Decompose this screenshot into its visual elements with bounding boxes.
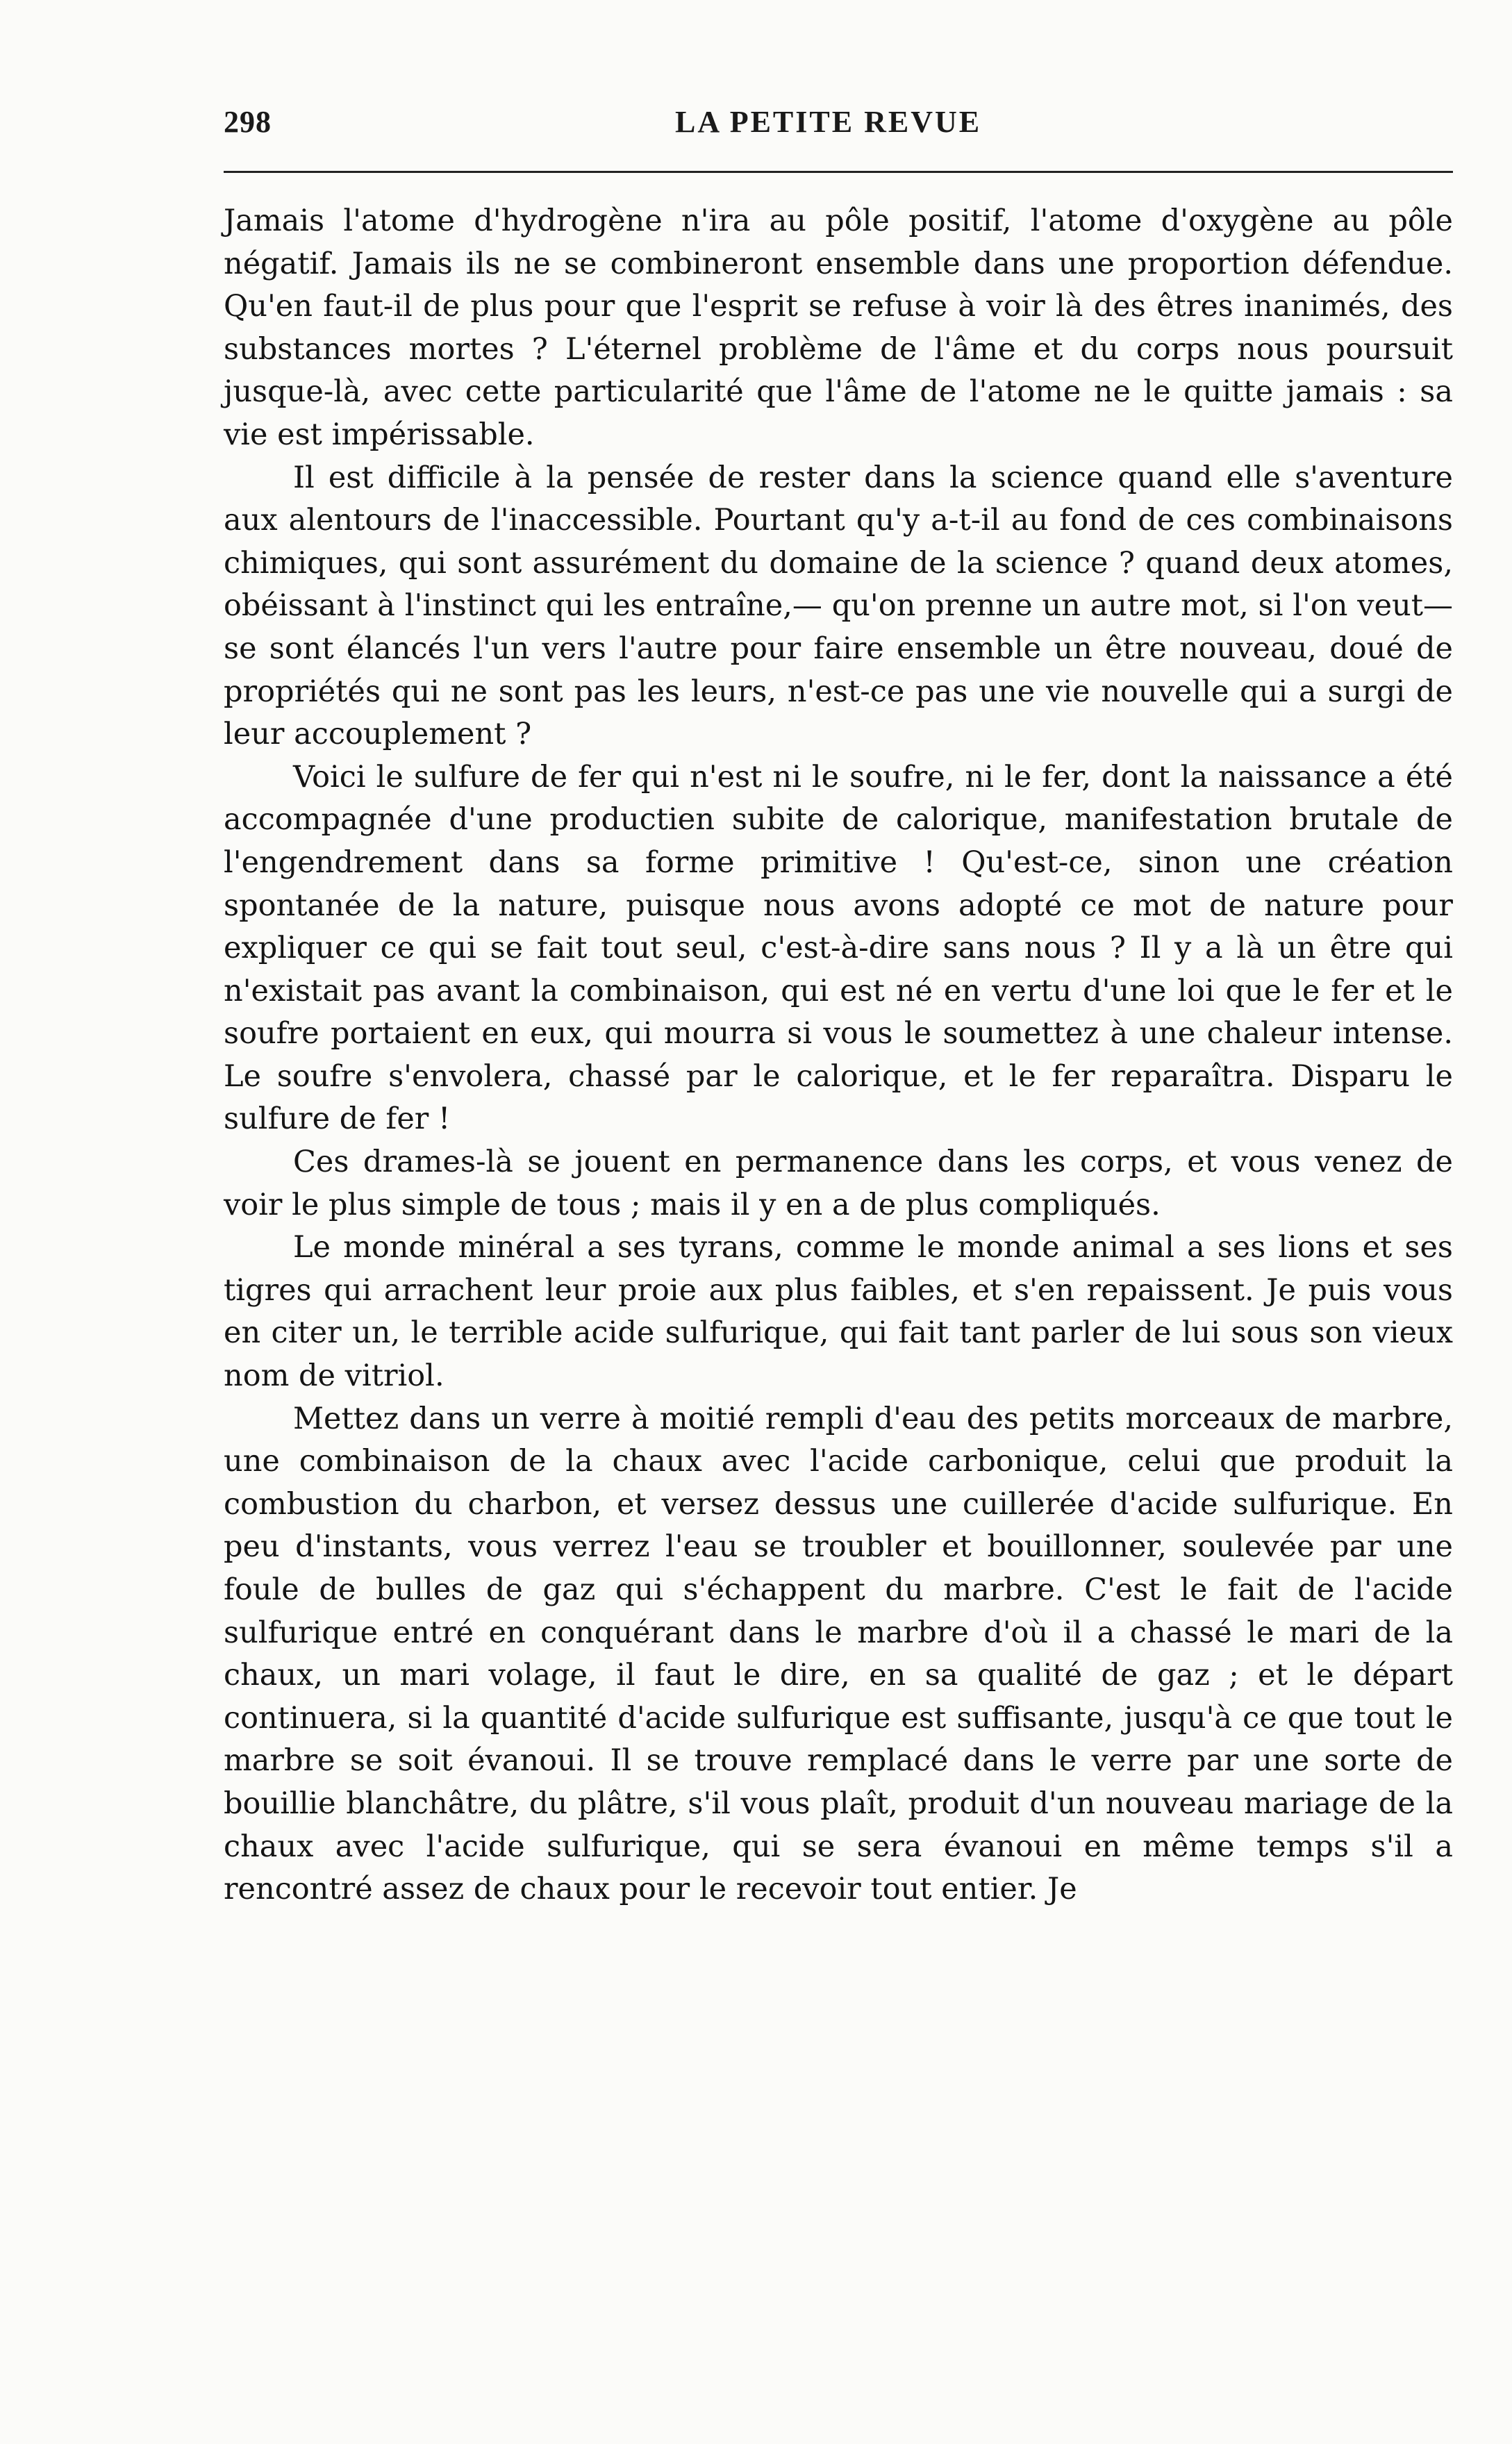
paragraph-3: Voici le sulfure de fer qui n'est ni le soufre, ni le fer, dont la naissance a été accompagnée d'une productien subite de calorique, manifestation brutale de l'engendrement dans sa forme primitive ! Qu'est-ce, sinon une création spontanée de la nature, puisque nous avons adopté ce mot de nature pour expliquer ce qui se fait tout seul, c'est-à-dire sans nous ? Il y a là un être qui n'existait pas avant la combinaison, qui est né en vertu d'une loi que le fer et le soufre portaient en eux, qui mourra si vous le soumettez à une chaleur intense. Le soufre s'envolera, chassé par le calorique, et le fer reparaîtra. Disparu le sulfure de fer ! xyxy=(224,759,1453,1137)
body-text xyxy=(224,200,1453,1911)
paragraph-4: Ces drames-là se jouent en permanence dans les corps, et vous venez de voir le plus simple de tous ; mais il y en a de plus compliqués. xyxy=(224,1145,1453,1222)
paragraph-5: Le monde minéral a ses tyrans, comme le monde animal a ses lions et ses tigres qui arrachent leur proie aux plus faibles, et s'en repaissent. Je puis vous en citer un, le terrible acide sulfurique, qui fait tant parler de lui sous son vieux nom de vitriol. xyxy=(224,1230,1453,1394)
running-head: LA PETITE REVUE xyxy=(675,105,982,139)
page-number: 298 xyxy=(224,105,272,139)
paragraph-1: Jamais l'atome d'hydrogène n'ira au pôle positif, l'atome d'oxygène au pôle négatif. Jamais ils ne se combineront ensemble dans une proportion défendue. Qu'en faut-il de plus pour que l'esprit se refuse à voir là des êtres inanimés, des substances mortes ? L'éternel problème de l'âme et du corps nous poursuit jusque-là, avec cette particularité que l'âme de l'atome ne le quitte jamais : sa vie est impérissable. xyxy=(224,203,1453,452)
paragraph-6: Mettez dans un verre à moitié rempli d'eau des petits morceaux de marbre, une combinaison de la chaux avec l'acide carbonique, celui que produit la combustion du charbon, et versez dessus une cuillerée d'acide sulfurique. En peu d'instants, vous verrez l'eau se troubler et bouillonner, soulevée par une foule de bulles de gaz qui s'échappent du marbre. C'est le fait de l'acide sulfurique entré en conquérant dans le marbre d'où il a chassé le mari de la chaux, un mari volage, il faut le dire, en sa qualité de gaz ; et le départ continuera, si la quantité d'acide sulfurique est suffisante, jusqu'à ce que tout le marbre se soit évanoui. Il se trouve remplacé dans le verre par une sorte de bouillie blanchâtre, du plâtre, s'il vous plaît, produit d'un nouveau mariage de la chaux avec l'acide sulfurique, qui se sera évanoui en même temps s'il a rencontré assez de chaux pour le recevoir tout entier. Je xyxy=(224,1401,1453,1907)
page-header xyxy=(224,104,1453,153)
header-rule xyxy=(224,171,1453,173)
paragraph-2: Il est difficile à la pensée de rester dans la science quand elle s'aventure aux alentours de l'inaccessible. Pourtant qu'y a-t-il au fond de ces combinaisons chimiques, qui sont assurément du domaine de la science ? quand deux atomes, obéissant à l'instinct qui les entraîne,— qu'on prenne un autre mot, si l'on veut—se sont élancés l'un vers l'autre pour faire ensemble un être nouveau, doué de propriétés qui ne sont pas les leurs, n'est-ce pas une vie nouvelle qui a surgi de leur accouplement ? xyxy=(224,460,1453,752)
